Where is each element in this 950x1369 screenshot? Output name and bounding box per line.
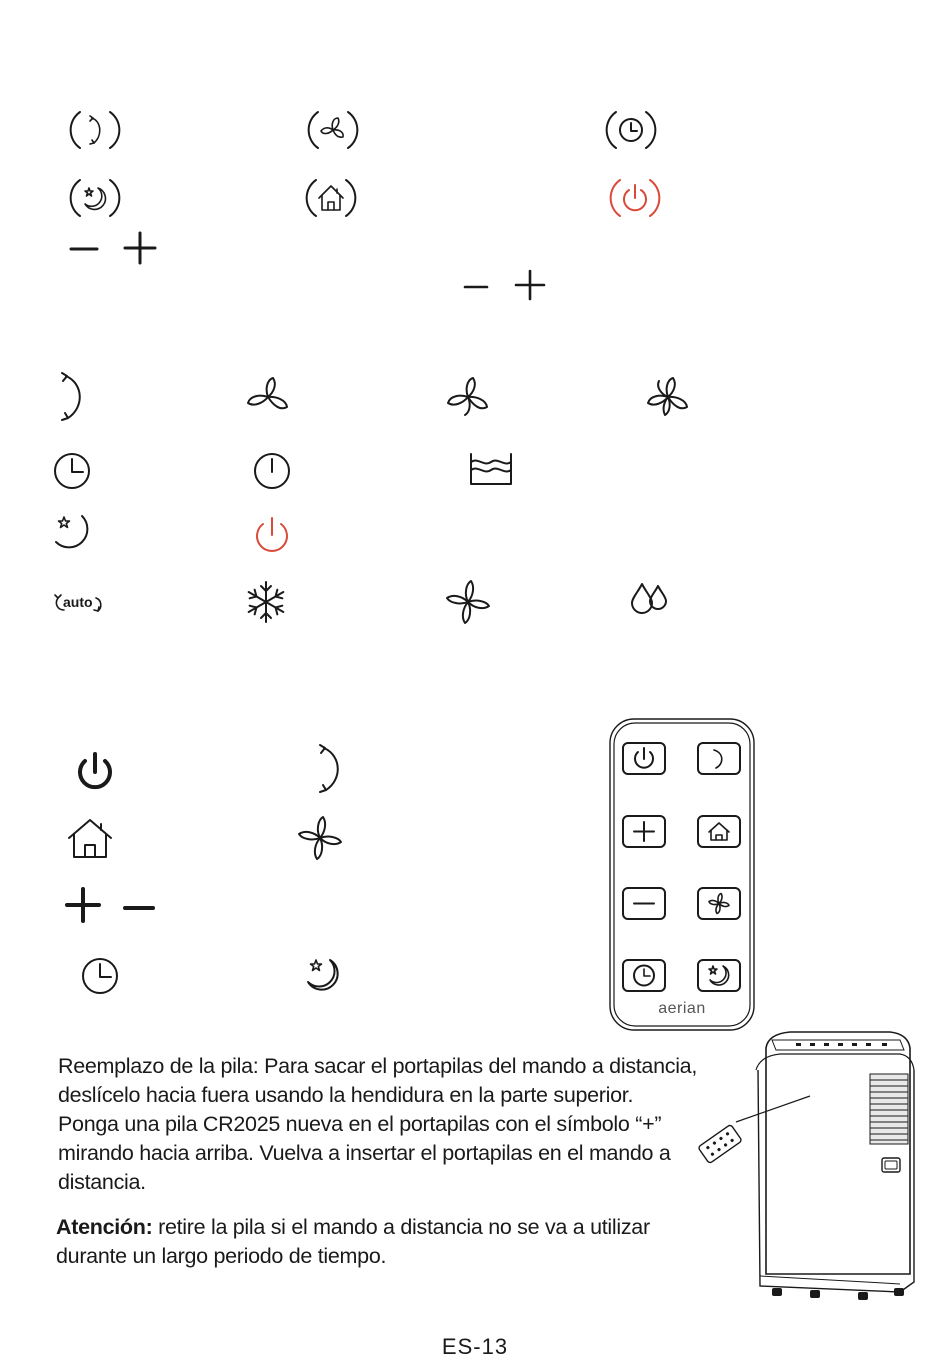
remote-minus-icon: [122, 894, 156, 922]
timer-on-icon: [52, 451, 92, 491]
remote-button-minus[interactable]: [623, 888, 665, 919]
panel-timer-button[interactable]: [604, 106, 658, 154]
remote-button-timer[interactable]: [623, 960, 665, 991]
panel-minus-button[interactable]: [68, 232, 100, 264]
water-full-icon: [468, 452, 514, 488]
remote-button-fan[interactable]: [698, 888, 740, 919]
plus-icon: [122, 230, 158, 266]
auto-label: auto: [63, 594, 93, 610]
reference-plus-icon: [514, 269, 546, 301]
remote-brand-logo: aerian: [658, 1000, 706, 1017]
remote-fan-icon: [296, 814, 344, 862]
warning-text: retire la pila si el mando a distancia no se va a utilizar durante un largo periodo de tiempo.: [56, 1215, 650, 1268]
battery-paragraph: Reemplazo de la pila: Para sacar el portapilas del mando a distancia, deslícelo hacia fuera usando la hendidura en la parte superior. Ponga una pila CR2025 nueva en el portapilas con el símbolo “+” mirando hacia arriba. Vuelva a insertar el portapilas en el mando a distancia.: [58, 1054, 698, 1194]
panel-power-button[interactable]: [608, 174, 662, 222]
panel-mode-button[interactable]: [304, 174, 358, 222]
remote-power-icon: [74, 750, 116, 794]
panel-swing-button[interactable]: [68, 106, 122, 154]
fan-high-icon: [644, 374, 692, 420]
mode-icon: [304, 174, 358, 222]
warning-label: Atención:: [56, 1215, 153, 1239]
remote-button-sleep[interactable]: [698, 960, 740, 991]
swing-indicator-icon: [56, 372, 90, 422]
timer-icon: [604, 106, 658, 154]
panel-sleep-button[interactable]: [68, 174, 122, 222]
auto-mode-icon: [50, 586, 110, 616]
remote-mode-icon: [66, 818, 114, 860]
minus-icon: [68, 232, 100, 264]
fan-icon: [306, 106, 360, 154]
fan-mode-icon: [444, 578, 492, 626]
remote-button-mode[interactable]: [698, 816, 740, 847]
timer-off-icon: [252, 451, 292, 491]
page-number: ES-13: [441, 1334, 509, 1359]
swing-icon: [68, 106, 122, 154]
air-conditioner-illustration: [690, 1026, 920, 1304]
fan-low-icon: [244, 374, 292, 420]
panel-fan-button[interactable]: [306, 106, 360, 154]
power-icon: [608, 174, 662, 222]
remote-sleep-icon: [304, 956, 346, 996]
sleep-icon: [68, 174, 122, 222]
remote-button-swing[interactable]: [698, 743, 740, 774]
sleep-indicator-icon: [52, 512, 98, 556]
remote-button-power[interactable]: [623, 743, 665, 774]
panel-plus-button[interactable]: [122, 230, 158, 266]
remote-plus-icon: [64, 886, 102, 924]
fan-mid-icon: [444, 374, 492, 420]
remote-control-illustration: [606, 716, 758, 1034]
power-indicator-icon: [252, 514, 292, 556]
remote-button-plus[interactable]: [623, 816, 665, 847]
battery-warning: [56, 1213, 696, 1271]
reference-minus-icon: [462, 272, 490, 300]
remote-swing-icon: [314, 744, 348, 794]
cool-mode-icon: [242, 578, 290, 626]
remote-timer-icon: [80, 956, 120, 996]
dry-mode-icon: [628, 580, 672, 616]
